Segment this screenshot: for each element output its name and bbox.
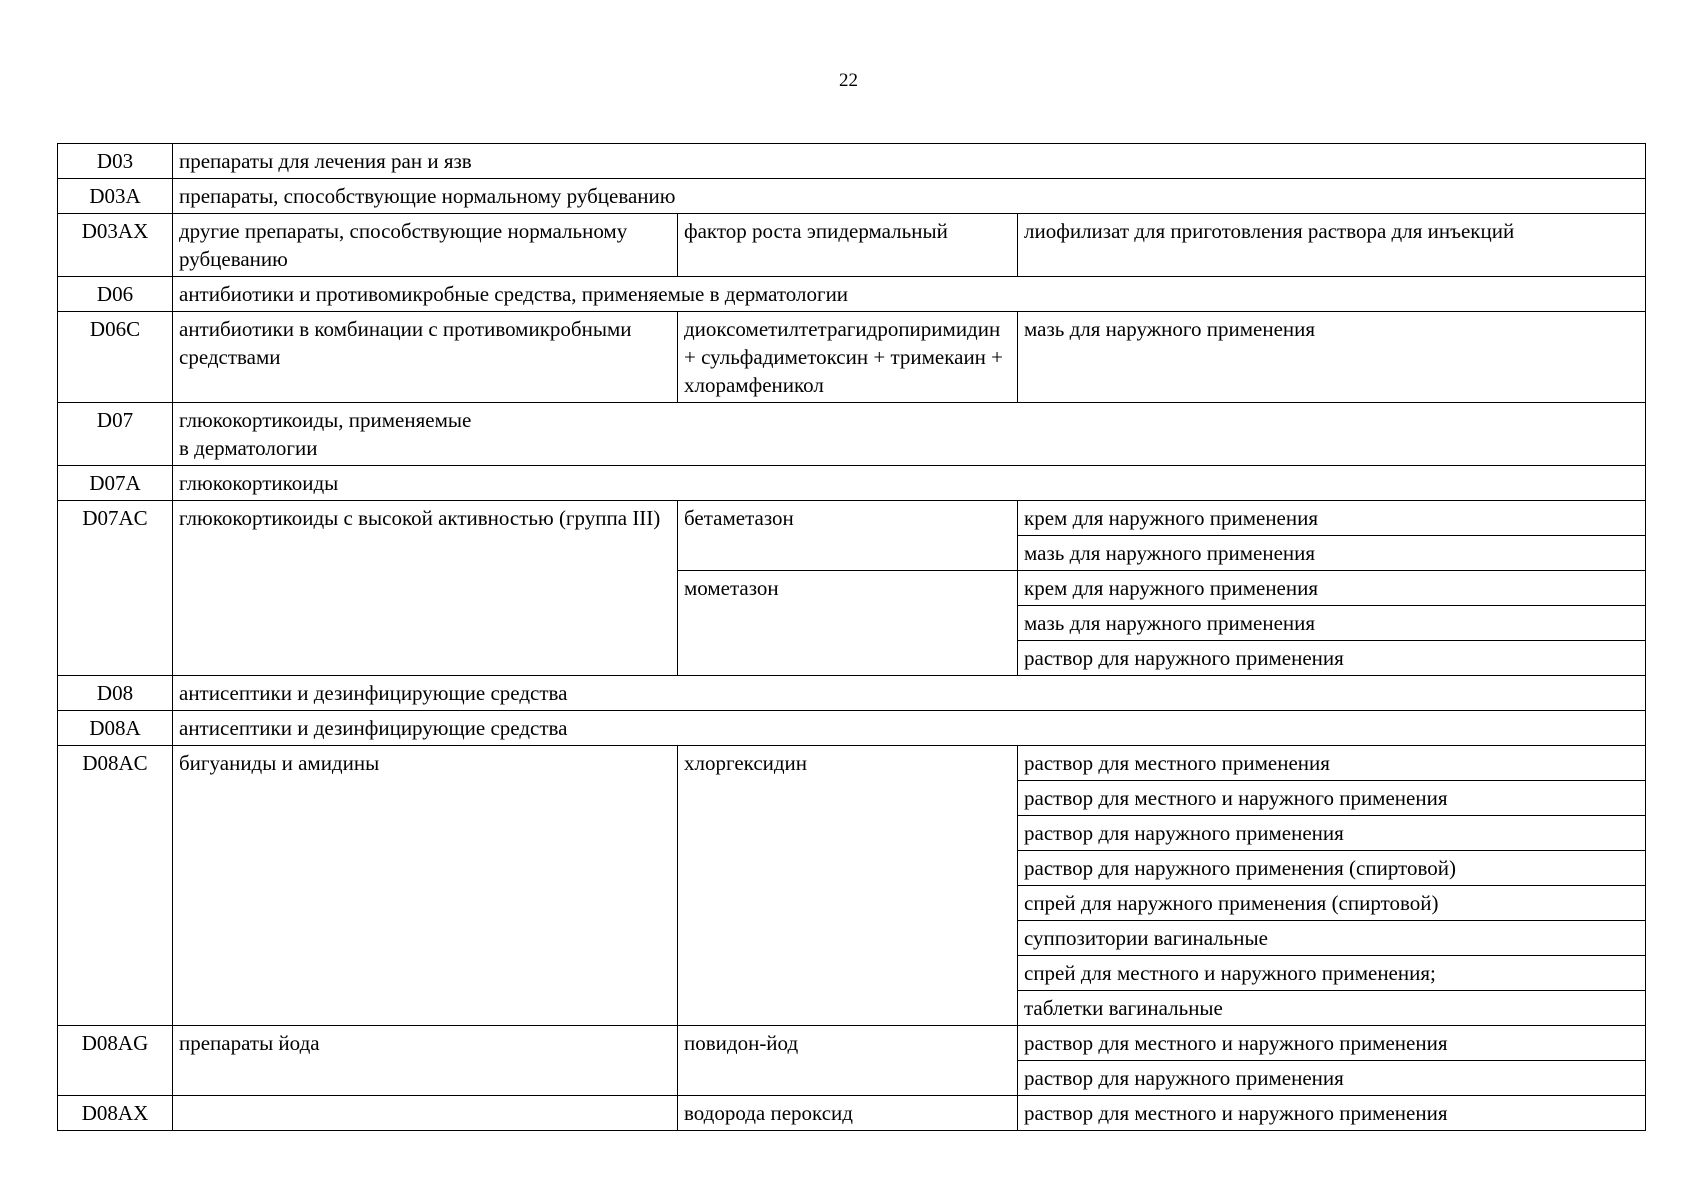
atc-group-name: другие препараты, способствующие нормальному рубцеванию [173,214,678,277]
atc-code: D07 [58,403,173,466]
dosage-form: раствор для наружного применения [1018,1061,1646,1096]
atc-group-name: препараты йода [173,1026,678,1096]
atc-group-name: антибиотики и противомикробные средства, применяемые в дерматологии [173,277,1646,312]
atc-group-name [173,1096,678,1131]
table-row-d07 [58,403,1646,466]
page-number: 22 [839,70,858,91]
table-row-d03ax [58,214,1646,277]
atc-code: D06 [58,277,173,312]
atc-code: D03 [58,144,173,179]
dosage-form: раствор для местного применения [1018,746,1646,781]
atc-group-name: препараты, способствующие нормальному рубцеванию [173,179,1646,214]
dosage-form: мазь для наружного применения [1018,312,1646,403]
dosage-form: крем для наружного применения [1018,571,1646,606]
atc-code: D08A [58,711,173,746]
table-row-d08 [58,676,1646,711]
atc-table [57,143,1646,1131]
atc-group-name: бигуаниды и амидины [173,746,678,1026]
atc-code: D08AX [58,1096,173,1131]
table-row-d08ac [58,746,1646,781]
dosage-form: крем для наружного применения [1018,501,1646,536]
dosage-form: мазь для наружного применения [1018,536,1646,571]
table-row-d08a [58,711,1646,746]
dosage-form: раствор для местного и наружного применения [1018,1026,1646,1061]
atc-code: D03A [58,179,173,214]
drug-name: водорода пероксид [678,1096,1018,1131]
dosage-form: спрей для наружного применения (спиртовой) [1018,886,1646,921]
atc-group-name [173,403,1646,466]
atc-group-name: глюкокортикоиды [173,466,1646,501]
drug-name: повидон-йод [678,1026,1018,1096]
atc-group-name: антисептики и дезинфицирующие средства [173,676,1646,711]
atc-group-name-line2: в дерматологии [179,436,318,460]
atc-code: D08 [58,676,173,711]
drug-name: бетаметазон [678,501,1018,571]
dosage-form: раствор для наружного применения [1018,816,1646,851]
dosage-form: суппозитории вагинальные [1018,921,1646,956]
table-row-d07ac [58,501,1646,536]
dosage-form: раствор для местного и наружного применения [1018,1096,1646,1131]
atc-group-name-line1: глюкокортикоиды, применяемые [179,408,472,432]
table-row-d08ax [58,1096,1646,1131]
atc-group-name: антибиотики в комбинации с противомикробными средствами [173,312,678,403]
atc-code: D08AG [58,1026,173,1096]
atc-group-name: глюкокортикоиды с высокой активностью (группа III) [173,501,678,676]
atc-code: D03AX [58,214,173,277]
dosage-form: раствор для местного и наружного применения [1018,781,1646,816]
dosage-form: раствор для наружного применения [1018,641,1646,676]
table-row-d08ag [58,1026,1646,1061]
dosage-form: спрей для местного и наружного применения; [1018,956,1646,991]
dosage-form: мазь для наружного применения [1018,606,1646,641]
dosage-form: лиофилизат для приготовления раствора для инъекций [1018,214,1646,277]
drug-name: хлоргексидин [678,746,1018,1026]
table-row-d07a [58,466,1646,501]
atc-group-name: антисептики и дезинфицирующие средства [173,711,1646,746]
atc-code: D06C [58,312,173,403]
table-row-d06c [58,312,1646,403]
table-row-d06 [58,277,1646,312]
drug-name: мометазон [678,571,1018,676]
atc-code: D07AC [58,501,173,676]
drug-name: фактор роста эпидермальный [678,214,1018,277]
atc-group-name: препараты для лечения ран и язв [173,144,1646,179]
drug-name: диоксометилтетрагидропиримидин + сульфадиметоксин + тримекаин + хлорамфеникол [678,312,1018,403]
table-row-d03 [58,144,1646,179]
atc-code: D08AC [58,746,173,1026]
dosage-form: таблетки вагинальные [1018,991,1646,1026]
dosage-form: раствор для наружного применения (спиртовой) [1018,851,1646,886]
table-row-d03a [58,179,1646,214]
atc-code: D07A [58,466,173,501]
